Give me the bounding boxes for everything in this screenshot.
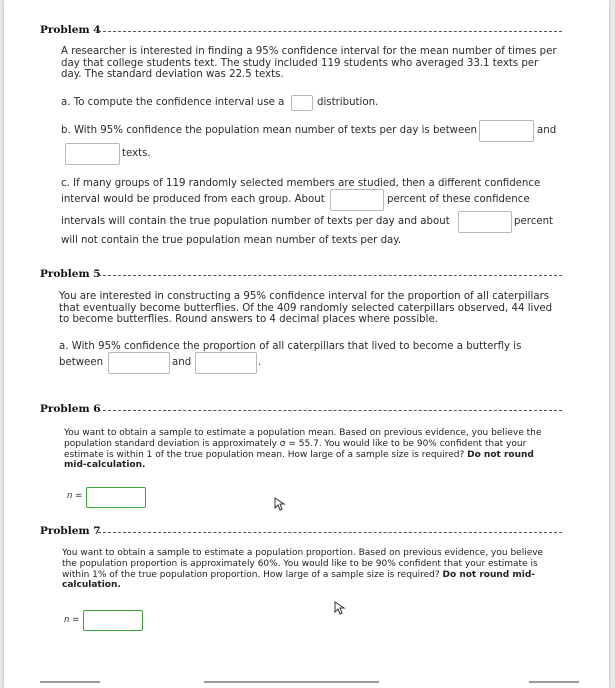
footer-fragment [40, 681, 100, 683]
mouse-pointer-icon [334, 601, 346, 615]
problem-7-heading: Problem 7 [40, 525, 101, 537]
p4-a-suffix: distribution. [317, 97, 379, 108]
p5-upper-bound-input[interactable] [195, 352, 257, 374]
p5-a-and: and [172, 357, 192, 368]
p5-a-line1: a. With 95% confidence the proportion of all caterpillars that lived to become a butterfly is [59, 341, 522, 352]
problem-4-heading: Problem 4 [40, 24, 101, 36]
p7-sample-size-input[interactable] [83, 610, 143, 631]
p6-sample-size-input[interactable] [86, 487, 146, 508]
problem-6-intro: You want to obtain a sample to estimate a population mean. Based on previous evidence, you believe the population standard deviation is approximately σ = 55.7. You would like to be 90% confident that your estimate is within 1 of the true population mean. How large of a sample size is required? Do not round mid-calculation. [64, 428, 542, 471]
footer-fragment [529, 681, 579, 683]
problem-5-heading: Problem 5 [40, 268, 101, 280]
heading-rule [98, 31, 562, 32]
problem-5-intro: You are interested in constructing a 95% confidence interval for the proportion of all caterpillars that eventually become butterflies. Of the 409 randomly selected caterpillars observed, 44 lived to become butterflies. Round answers to 4 decimal places where possible. [59, 291, 553, 326]
heading-rule [98, 532, 562, 533]
p4-a-prefix: a. To compute the confidence interval use a [61, 97, 285, 108]
problem-6-heading: Problem 6 [40, 403, 101, 415]
p5-lower-bound-input[interactable] [108, 352, 170, 374]
p4-c-line4: will not contain the true population mean number of texts per day. [61, 235, 402, 246]
mouse-pointer-icon [274, 497, 286, 511]
p5-a-period: . [258, 357, 262, 368]
p4-lower-bound-input[interactable] [479, 120, 534, 142]
footer-fragment [204, 681, 379, 683]
p4-c-line3-prefix: intervals will contain the true population number of texts per day and about [61, 216, 450, 227]
heading-rule [98, 275, 562, 276]
p7-n-label: n = [64, 615, 80, 625]
p6-n-label: n = [67, 491, 83, 501]
p5-a-between: between [59, 357, 104, 368]
p4-not-contain-percent-input[interactable] [458, 211, 512, 233]
problem-4-intro: A researcher is interested in finding a 95% confidence interval for the mean number of times per day that college students text. The study included 119 students who averaged 33.1 texts per day. The standard deviation was 22.5 texts. [61, 46, 557, 81]
p4-upper-bound-input[interactable] [65, 143, 120, 165]
heading-rule [98, 410, 562, 411]
p4-b-prefix: b. With 95% confidence the population mean number of texts per day is between [61, 125, 478, 136]
p4-c-line3-suffix: percent [514, 216, 554, 227]
p4-contain-percent-input[interactable] [330, 189, 384, 211]
p4-b-suffix: texts. [122, 148, 151, 159]
p4-b-and: and [537, 125, 557, 136]
p4-c-line2-prefix: interval would be produced from each group. About [61, 194, 325, 205]
p4-c-line1: c. If many groups of 119 randomly selected members are studied, then a different confidence [61, 178, 541, 189]
p4-c-line2-suffix: percent of these confidence [387, 194, 530, 205]
document-page [4, 0, 609, 688]
problem-7-intro: You want to obtain a sample to estimate a population proportion. Based on previous evidence, you believe the population proportion is approximately 60%. You would like to be 90% confident that your estimate is within 1% of the true population proportion. How large of a sample size is required? Do not round mid-calculation. [62, 548, 544, 591]
p4-distribution-input[interactable] [291, 95, 313, 111]
